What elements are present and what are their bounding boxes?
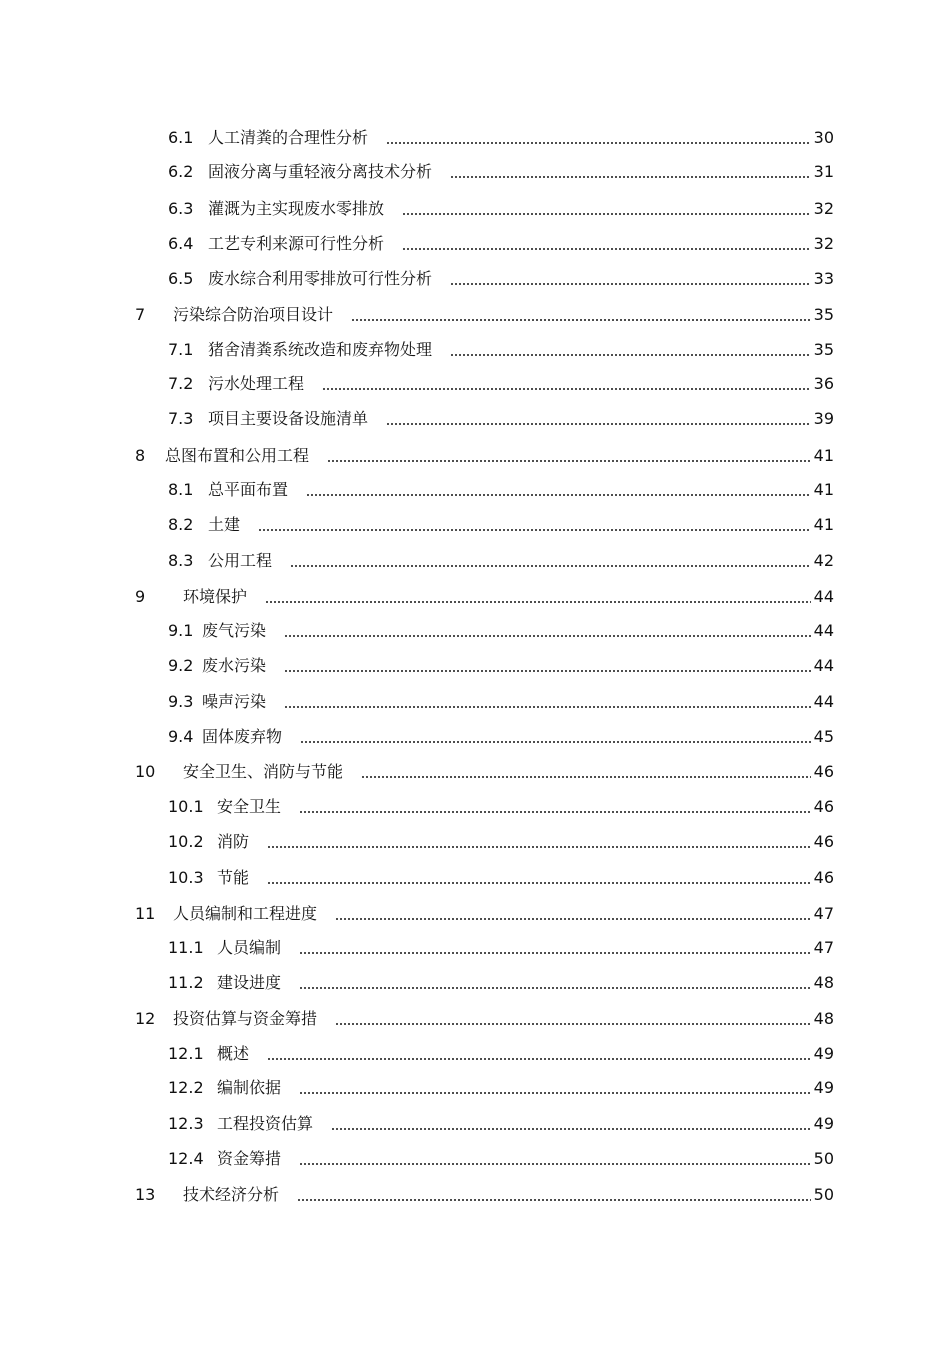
toc-page-number: 41 [813, 515, 834, 534]
toc-number: 12.1 [168, 1044, 204, 1063]
toc-page-number: 32 [813, 234, 834, 253]
toc-entry[interactable] [168, 126, 834, 150]
toc-entry[interactable] [135, 444, 834, 468]
dot-leader [265, 601, 811, 603]
dot-leader [284, 706, 811, 708]
toc-page-number: 45 [813, 727, 834, 746]
dot-leader [331, 1128, 811, 1130]
dot-leader [284, 635, 811, 637]
toc-entry[interactable] [168, 1076, 834, 1100]
toc-page-number: 39 [813, 409, 834, 428]
toc-number: 12 [135, 1009, 156, 1028]
dot-leader [267, 882, 811, 884]
toc-page-number: 46 [813, 868, 834, 887]
toc-page-number: 33 [813, 269, 834, 288]
toc-entry[interactable] [135, 902, 834, 926]
toc-number: 8.1 [168, 480, 194, 499]
toc-title: 公用工程 [208, 551, 273, 570]
toc-number: 10 [135, 762, 156, 781]
toc-page-number: 48 [813, 1009, 834, 1028]
dot-leader [299, 1163, 811, 1165]
toc-title: 噪声污染 [202, 692, 267, 711]
toc-number: 12.4 [168, 1149, 204, 1168]
toc-entry[interactable] [168, 654, 834, 678]
toc-number: 6.2 [168, 162, 194, 181]
toc-title: 猪舍清粪系统改造和废弃物处理 [208, 340, 433, 359]
toc-title: 安全卫生 [217, 797, 282, 816]
toc-entry[interactable] [168, 338, 834, 362]
toc-entry[interactable] [168, 690, 834, 714]
toc-page-number: 44 [813, 692, 834, 711]
toc-number: 6.5 [168, 269, 194, 288]
toc-page-number: 46 [813, 762, 834, 781]
dot-leader [284, 670, 811, 672]
toc-entry[interactable] [135, 1183, 834, 1207]
toc-title: 固液分离与重轻液分离技术分析 [208, 162, 433, 181]
toc-page-number: 42 [813, 551, 834, 570]
toc-number: 11 [135, 904, 156, 923]
dot-leader [299, 811, 811, 813]
toc-title: 工程投资估算 [217, 1114, 314, 1133]
toc-title: 投资估算与资金筹措 [173, 1009, 318, 1028]
toc-entry[interactable] [168, 407, 834, 431]
toc-number: 6.3 [168, 199, 194, 218]
dot-leader [299, 952, 811, 954]
toc-number: 9.2 [168, 656, 194, 675]
toc-entry[interactable] [168, 830, 834, 854]
toc-number: 12.3 [168, 1114, 204, 1133]
toc-entry[interactable] [168, 795, 834, 819]
dot-leader [335, 1023, 811, 1025]
toc-number: 8.3 [168, 551, 194, 570]
toc-number: 9 [135, 587, 146, 606]
toc-number: 12.2 [168, 1078, 204, 1097]
dot-leader [402, 213, 811, 215]
dot-leader [386, 423, 811, 425]
toc-page-number: 50 [813, 1185, 834, 1204]
toc-number: 10.3 [168, 868, 204, 887]
dot-leader [299, 1092, 811, 1094]
toc-entry[interactable] [168, 866, 834, 890]
toc-title: 废水污染 [202, 656, 267, 675]
toc-page-number: 49 [813, 1078, 834, 1097]
toc-title: 项目主要设备设施清单 [208, 409, 369, 428]
toc-page-number: 32 [813, 199, 834, 218]
toc-title: 人员编制和工程进度 [173, 904, 318, 923]
toc-title: 建设进度 [217, 973, 282, 992]
toc-number: 8.2 [168, 515, 194, 534]
dot-leader [290, 565, 811, 567]
toc-number: 7.2 [168, 374, 194, 393]
dot-leader [327, 460, 811, 462]
toc-number: 7.3 [168, 409, 194, 428]
toc-title: 土建 [208, 515, 241, 534]
dot-leader [402, 248, 811, 250]
toc-page-number: 49 [813, 1044, 834, 1063]
toc-entry[interactable] [168, 971, 834, 995]
toc-title: 概述 [217, 1044, 250, 1063]
toc-page-number: 30 [813, 128, 834, 147]
toc-page-number: 41 [813, 446, 834, 465]
toc-entry[interactable] [168, 232, 834, 256]
toc-title: 总平面布置 [208, 480, 289, 499]
toc-number: 11.1 [168, 938, 204, 957]
toc-title: 废水综合利用零排放可行性分析 [208, 269, 433, 288]
dot-leader [450, 176, 811, 178]
toc-page-number: 44 [813, 656, 834, 675]
toc-entry[interactable] [168, 936, 834, 960]
toc-number: 10.1 [168, 797, 204, 816]
toc-title: 人工清粪的合理性分析 [208, 128, 369, 147]
toc-number: 6.4 [168, 234, 194, 253]
toc-page-number: 47 [813, 904, 834, 923]
toc-number: 9.3 [168, 692, 194, 711]
toc-number: 8 [135, 446, 146, 465]
toc-number: 13 [135, 1185, 156, 1204]
toc-title: 固体废弃物 [202, 727, 283, 746]
toc-entry[interactable] [168, 619, 834, 643]
dot-leader [450, 354, 811, 356]
toc-page-number: 47 [813, 938, 834, 957]
toc-title: 环境保护 [183, 587, 248, 606]
toc-entry[interactable] [168, 1147, 834, 1171]
toc-title: 技术经济分析 [183, 1185, 280, 1204]
dot-leader [335, 918, 811, 920]
toc-entry[interactable] [168, 197, 834, 221]
toc-page-number: 36 [813, 374, 834, 393]
dot-leader [450, 283, 811, 285]
toc-entry[interactable] [168, 1112, 834, 1136]
dot-leader [267, 1058, 811, 1060]
toc-entry[interactable] [168, 725, 834, 749]
toc-entry[interactable] [168, 478, 834, 502]
toc-entry[interactable] [168, 549, 834, 573]
dot-leader [299, 987, 811, 989]
toc-page-number: 31 [813, 162, 834, 181]
toc-title: 灌溉为主实现废水零排放 [208, 199, 385, 218]
dot-leader [386, 142, 811, 144]
toc-page-number: 49 [813, 1114, 834, 1133]
toc-entry[interactable] [168, 1042, 834, 1066]
toc-page-number: 41 [813, 480, 834, 499]
toc-title: 污水处理工程 [208, 374, 305, 393]
toc-page-number: 44 [813, 587, 834, 606]
toc-number: 6.1 [168, 128, 194, 147]
toc-title: 资金筹措 [217, 1149, 282, 1168]
toc-page-number: 48 [813, 973, 834, 992]
toc-number: 7 [135, 305, 146, 324]
dot-leader [258, 529, 811, 531]
toc-number: 10.2 [168, 832, 204, 851]
toc-entry[interactable] [135, 760, 834, 784]
dot-leader [351, 319, 811, 321]
toc-title: 工艺专利来源可行性分析 [208, 234, 385, 253]
toc-title: 人员编制 [217, 938, 282, 957]
toc-title: 总图布置和公用工程 [165, 446, 310, 465]
toc-title: 节能 [217, 868, 250, 887]
toc-number: 9.1 [168, 621, 194, 640]
dot-leader [267, 846, 811, 848]
dot-leader [300, 741, 811, 743]
toc-page-number: 44 [813, 621, 834, 640]
toc-page-number: 46 [813, 797, 834, 816]
toc-entry[interactable] [168, 160, 834, 184]
toc-entry[interactable] [135, 1007, 834, 1031]
dot-leader [297, 1199, 811, 1201]
toc-number: 9.4 [168, 727, 194, 746]
toc-entry[interactable] [135, 585, 834, 609]
dot-leader [306, 494, 811, 496]
dot-leader [361, 776, 811, 778]
toc-entry[interactable] [168, 513, 834, 537]
dot-leader [322, 388, 811, 390]
toc-number: 11.2 [168, 973, 204, 992]
toc-page-number: 50 [813, 1149, 834, 1168]
toc-page-number: 35 [813, 340, 834, 359]
toc-page-number: 35 [813, 305, 834, 324]
toc-title: 安全卫生、消防与节能 [183, 762, 344, 781]
toc-entry[interactable] [168, 267, 834, 291]
toc-title: 废气污染 [202, 621, 267, 640]
toc-number: 7.1 [168, 340, 194, 359]
toc-page-number: 46 [813, 832, 834, 851]
toc-title: 污染综合防治项目设计 [173, 305, 334, 324]
toc-title: 消防 [217, 832, 250, 851]
toc-entry[interactable] [168, 372, 834, 396]
toc-title: 编制依据 [217, 1078, 282, 1097]
toc-entry[interactable] [135, 303, 834, 327]
